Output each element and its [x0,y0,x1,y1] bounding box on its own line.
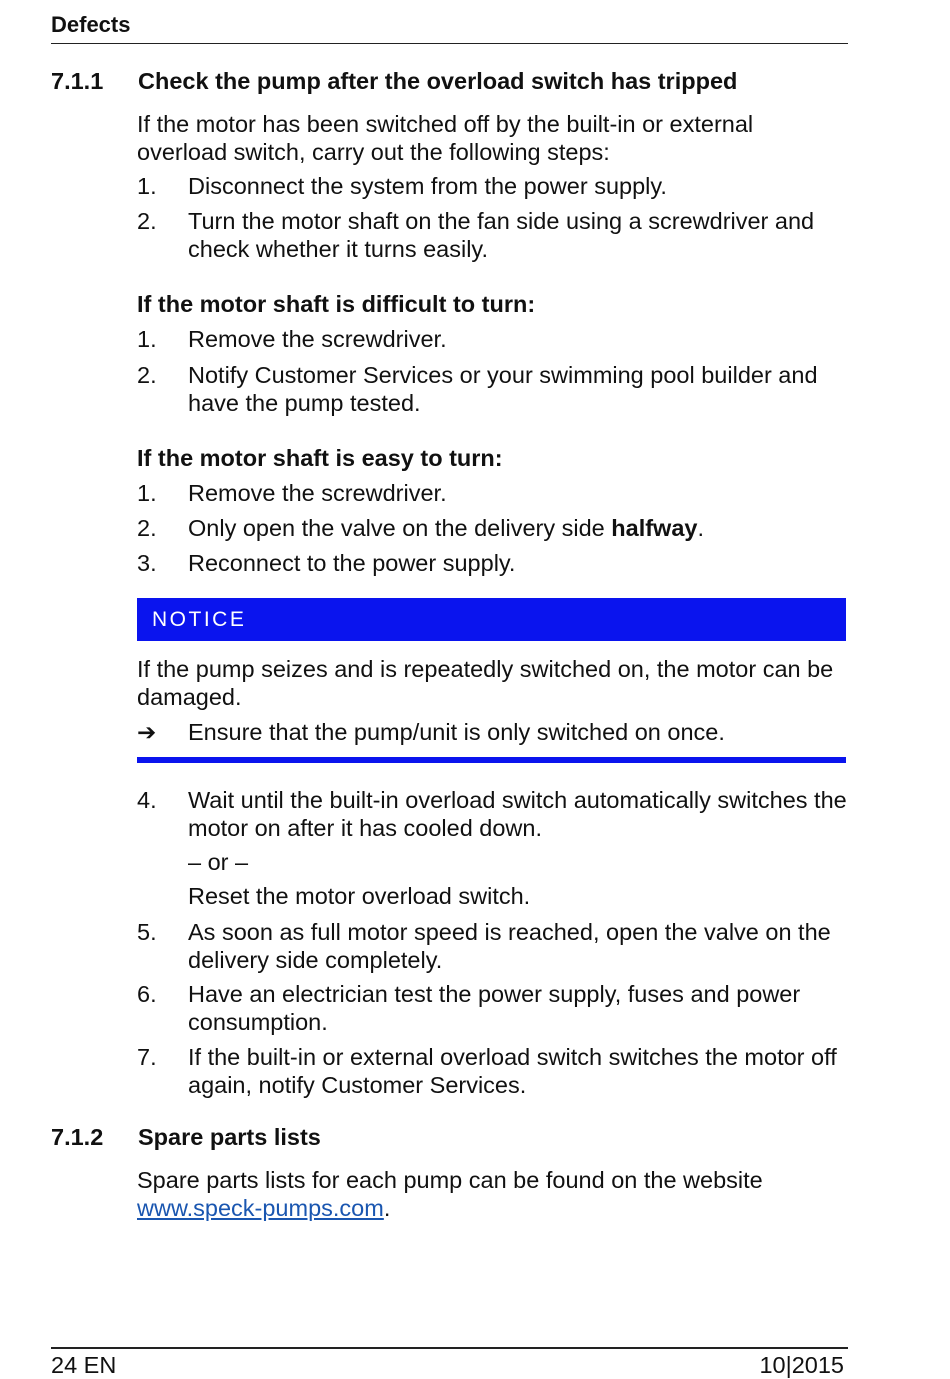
intro-paragraph: If the motor has been switched off by the built-in or external overload switch, carry out the following steps: [137,111,754,165]
list-item [137,786,847,842]
list-number: 5. [137,919,157,945]
list-text: Disconnect the system from the power supply. [188,173,667,199]
section-number: 7.1.1 [51,68,104,94]
notice-label: NOTICE [152,608,247,631]
footer-divider [51,1347,848,1349]
list-text: If the built-in or external overload switch switches the motor off again, notify Customer Services. [188,1044,837,1098]
list-text [188,514,847,542]
list-text: As soon as full motor speed is reached, open the valve on the delivery side completely. [188,919,831,973]
header-title: Defects [51,12,131,37]
list-number: 6. [137,981,157,1007]
notice-text: If the pump seizes and is repeatedly switched on, the motor can be damaged. [137,656,834,710]
section-number: 7.1.2 [51,1124,104,1150]
list-text-part: . [697,515,704,541]
emphasis-text: halfway [611,515,698,541]
subheading-easy: If the motor shaft is easy to turn: [137,445,503,471]
list-number: 1. [137,173,157,199]
list-text: Turn the motor shaft on the fan side using a screwdriver and check whether it turns easily. [188,208,815,262]
website-link[interactable]: www.speck-pumps.com [137,1195,384,1221]
list-number: 2. [137,515,157,541]
subheading-difficult: If the motor shaft is difficult to turn: [137,291,536,317]
list-item [137,207,847,263]
page-header [51,10,848,44]
list-text: Remove the screwdriver. [188,326,447,352]
page-number: 24 EN [51,1352,117,1378]
list-item [137,918,847,974]
list-item [137,361,847,417]
list-number: 1. [137,326,157,352]
section-heading-7-1-2 [51,1122,321,1152]
list-number: 2. [137,208,157,234]
notice-action: Ensure that the pump/unit is only switched on once. [188,719,725,745]
section-title: Check the pump after the overload switch has tripped [138,68,738,94]
list-text: Reconnect to the power supply. [188,550,516,576]
notice-banner [137,598,846,641]
list-item [137,325,847,353]
section-title: Spare parts lists [138,1124,321,1150]
notice-divider [137,757,846,763]
list-item [137,514,847,542]
list-text: Wait until the built-in overload switch automatically switches the motor on after it has cooled down. [188,787,847,841]
list-number: 3. [137,550,157,576]
or-separator: – or – [188,849,249,875]
list-number: 1. [137,480,157,506]
arrow-right-icon: ➔ [137,719,157,745]
reset-text: Reset the motor overload switch. [188,883,531,909]
list-item [137,549,847,577]
list-text: Have an electrician test the power supply, fuses and power consumption. [188,981,801,1035]
list-number: 2. [137,362,157,388]
list-text: Notify Customer Services or your swimming pool builder and have the pump tested. [188,362,818,416]
list-number: 7. [137,1044,157,1070]
spare-parts-text: Spare parts lists for each pump can be found on the website [137,1167,763,1193]
trailing-period: . [383,1195,391,1221]
list-item [137,1043,847,1099]
list-text-part: Only open the valve on the delivery side [188,515,612,541]
section-heading-7-1-1 [51,66,737,96]
list-item [137,980,847,1036]
list-number: 4. [137,787,157,813]
spare-parts-paragraph [137,1166,847,1222]
list-item [137,479,847,507]
document-date: 10|2015 [759,1352,844,1378]
list-item [137,172,847,200]
list-text: Remove the screwdriver. [188,480,447,506]
